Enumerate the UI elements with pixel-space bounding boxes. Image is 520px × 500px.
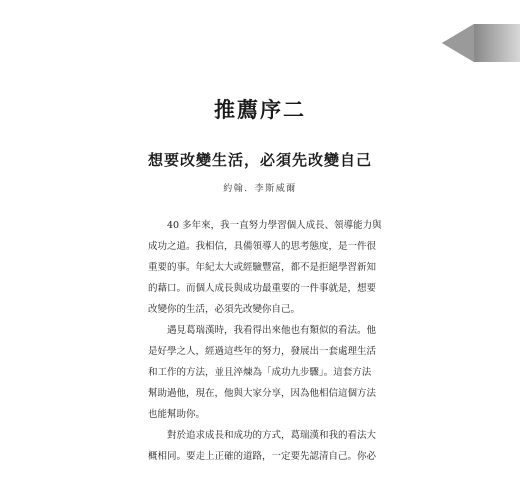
- body-line: 的藉口。而個人成長與成功最重要的一件事就是，想要: [148, 283, 377, 294]
- body-line: 重要的事。年紀太大或經驗豐富，都不是拒絕學習新知: [148, 262, 377, 273]
- chapter-subtitle: 想要改變生活，必須先改變自己: [147, 151, 372, 169]
- author-byline: 約翰．李斯威爾: [223, 184, 297, 194]
- body-line: 成功之道。我相信，具備領導人的思考態度，是一件很: [148, 241, 377, 252]
- body-line: 40 多年來，我一直努力學習個人成長、領導能力與: [167, 220, 382, 231]
- body-line: 概相同。要走上正確的道路，一定要先認清自己。你必: [148, 451, 377, 462]
- body-line: 和工作的方法，並且淬煉為「成功九步驟」。這套方法: [148, 367, 372, 378]
- chapter-title: 推薦序二: [214, 97, 306, 122]
- page-number: 009: [396, 57, 420, 70]
- body-line: 改變你的生活，必須先改變你自己。: [148, 304, 301, 315]
- body-text: [148, 215, 384, 467]
- body-line: 對於追求成長和成功的方式，葛瑞漢和我的看法大: [167, 430, 377, 441]
- body-line: 也能幫助你。: [148, 409, 206, 420]
- body-line: 是好學之人，經過這些年的努力，發展出一套處理生活: [148, 346, 377, 357]
- body-line: 幫助過他，現在，他與大家分享，因為他相信這個方法: [148, 388, 377, 399]
- body-line: 遇見葛瑞漢時，我看得出來他也有類似的看法。他: [167, 325, 377, 336]
- page-number-tab: [370, 22, 520, 70]
